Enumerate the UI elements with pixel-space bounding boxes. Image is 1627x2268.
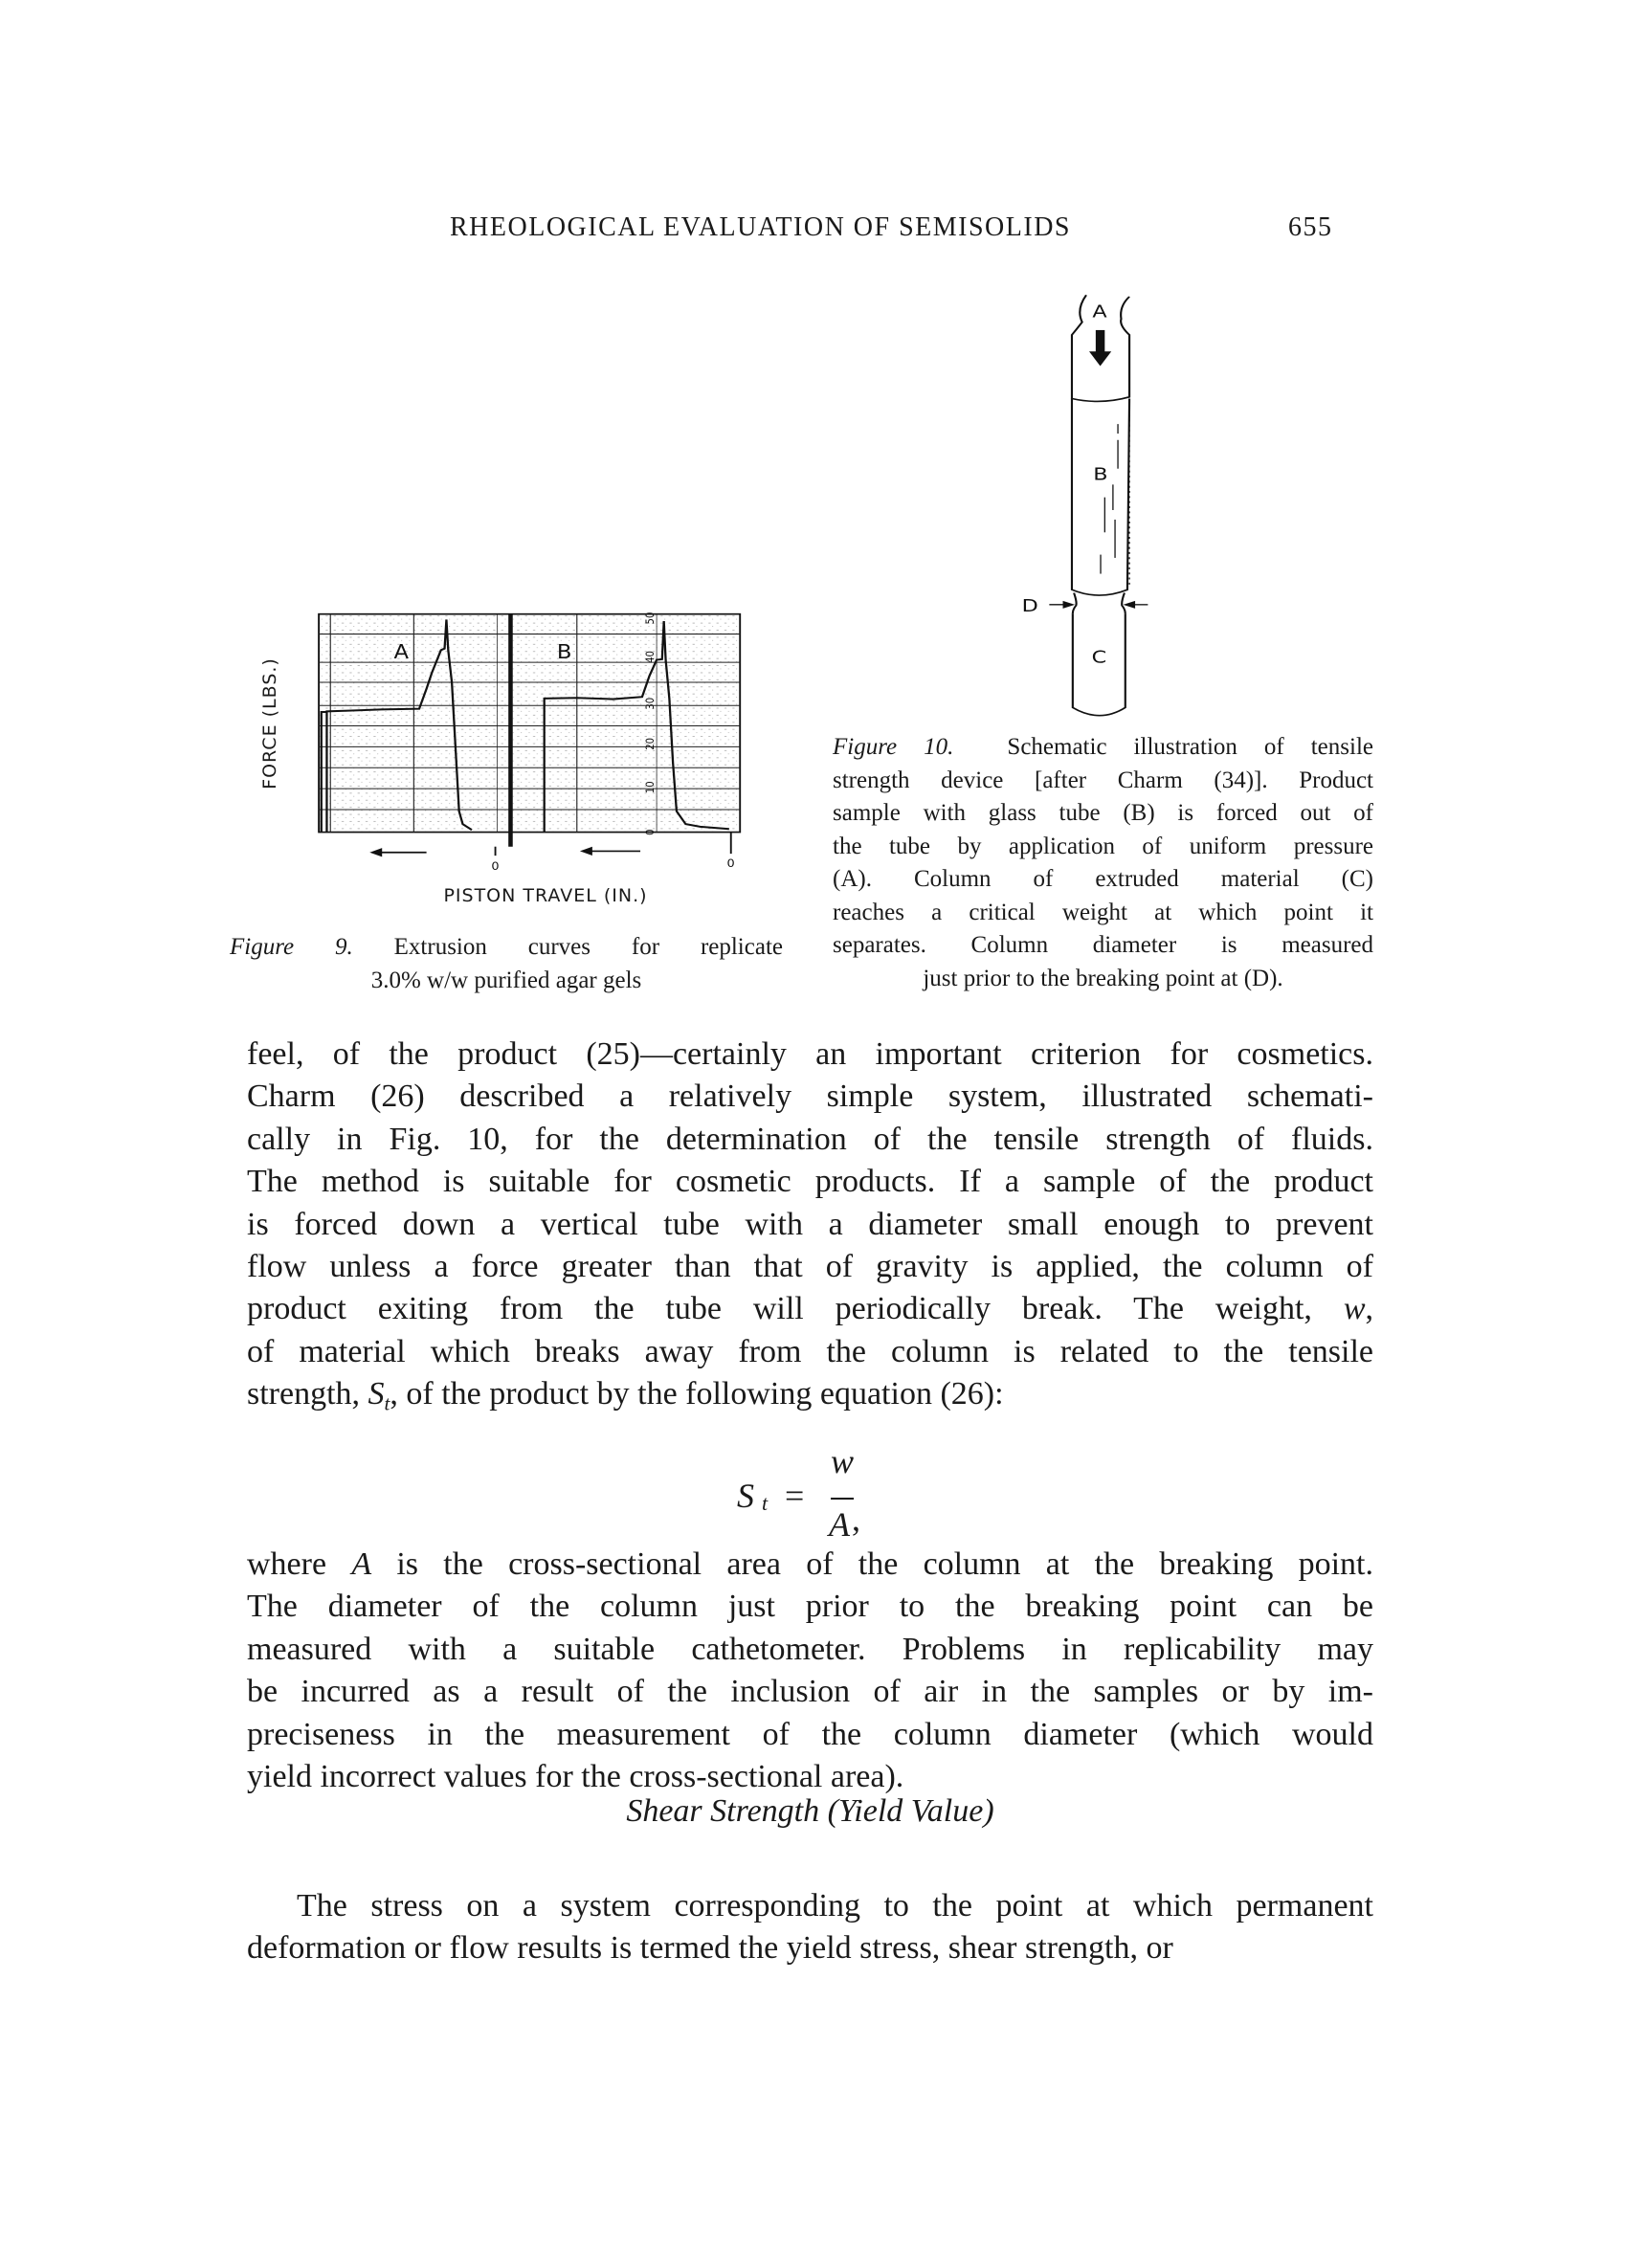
caption-text: the tube by application of uniform pressure (833, 833, 1373, 859)
text-line (247, 1714, 1373, 1756)
text-segment: , of the product by the following equation (26): (390, 1376, 1004, 1412)
tensile-device-diagram (1002, 287, 1170, 723)
caption-text: strength device [after Charm (34)]. Product (833, 767, 1373, 793)
text-line (247, 1204, 1373, 1246)
x-zero-label: 0 (491, 859, 500, 873)
y-tick-label: 10 (643, 781, 657, 794)
caption-text: separates. Column diameter is measured (833, 932, 1373, 958)
text-segment: where (247, 1546, 352, 1582)
text-segment: measured with a suitable cathetometer. Problems in replicability may (247, 1631, 1373, 1667)
caption-text: Extrusion curves for replicate (393, 934, 783, 960)
caption-text: Schematic illustration of tensile (1007, 734, 1373, 760)
label-d: D (1021, 595, 1038, 616)
x-axis-label: PISTON TRAVEL (IN.) (443, 885, 648, 906)
caption-text: (A). Column of extruded material (C) (833, 866, 1373, 892)
section-heading: Shear Strength (Yield Value) (626, 1793, 994, 1829)
text-line (247, 1246, 1373, 1288)
text-segment: strength, (247, 1376, 368, 1412)
label-b: B (1093, 463, 1108, 484)
text-segment: deformation or flow results is termed the yield stress, shear strength, or (247, 1930, 1173, 1967)
y-tick-label: 40 (643, 651, 657, 663)
text-line (247, 1076, 1373, 1118)
text-segment: feel, of the product (25)—certainly an important criterion for cosmetics. (247, 1036, 1373, 1072)
paragraph (247, 1034, 1373, 1416)
fraction-bar (831, 1498, 854, 1500)
text-line (247, 1373, 1373, 1415)
curve-label-a: A (393, 640, 410, 664)
equation (727, 1435, 938, 1550)
chart-paper (319, 614, 740, 833)
y-tick-label: 30 (643, 697, 657, 710)
extrusion-chart (283, 611, 744, 876)
text-line (247, 1544, 1373, 1586)
text-line (247, 1885, 1373, 1927)
text-line (247, 1629, 1373, 1671)
figure9-caption (230, 931, 783, 997)
y-axis-label: FORCE (LBS.) (259, 657, 280, 789)
text-line (247, 1161, 1373, 1203)
y-tick-label: 20 (643, 737, 657, 750)
text-segment: The method is suitable for cosmetic products. If a sample of the product (247, 1164, 1373, 1200)
text-line (247, 1671, 1373, 1713)
paragraph (247, 1885, 1373, 1970)
text-segment: Charm (26) described a relatively simple system, illustrated schemati- (247, 1078, 1373, 1115)
caption-text: just prior to the breaking point at (D). (923, 965, 1283, 991)
caption-text: 3.0% w/w purified agar gels (370, 967, 642, 993)
equation-lhs: S (737, 1477, 754, 1515)
text-segment: w (1343, 1291, 1366, 1327)
text-segment: product exiting from the tube will periodically break. The weight, (247, 1291, 1344, 1327)
equation-lhs-subscript: t (762, 1491, 769, 1515)
figure10-caption (833, 731, 1373, 995)
equation-trail: , (852, 1500, 860, 1538)
equation-numerator: w (831, 1442, 855, 1480)
text-segment: t (384, 1391, 390, 1415)
text-segment: preciseness in the measurement of the column diameter (which would (247, 1716, 1373, 1752)
text-segment: yield incorrect values for the cross-sectional area). (247, 1758, 904, 1794)
caption-text: sample with glass tube (B) is forced out of (833, 800, 1373, 826)
text-segment: A (351, 1546, 372, 1582)
text-line (247, 1034, 1373, 1076)
label-a: A (1092, 301, 1107, 322)
text-segment: The stress on a system corresponding to the point at which permanent (297, 1888, 1373, 1923)
text-segment: The diameter of the column just prior to the breaking point can be (247, 1589, 1373, 1625)
text-segment: cally in Fig. 10, for the determination of the tensile strength of fluids. (247, 1121, 1373, 1157)
running-title: RHEOLOGICAL EVALUATION OF SEMISOLIDS (450, 212, 1071, 242)
y-tick-label: 0 (643, 829, 657, 835)
text-segment: , (1365, 1291, 1373, 1327)
text-segment: of material which breaks away from the column is related to the tensile (247, 1333, 1373, 1369)
text-line (247, 1331, 1373, 1373)
equation-equals: = (785, 1477, 805, 1515)
caption-label: Figure 9. (230, 934, 353, 960)
curve-label-b: B (556, 640, 572, 664)
text-segment: is forced down a vertical tube with a diameter small enough to prevent (247, 1206, 1373, 1242)
text-segment: S (368, 1376, 385, 1412)
label-c: C (1091, 647, 1107, 668)
pressure-arrow-icon (1089, 330, 1111, 367)
text-line (247, 1586, 1373, 1628)
page-number: 655 (1288, 212, 1333, 242)
text-line (247, 1927, 1373, 1969)
caption-text: reaches a critical weight at which point it (833, 899, 1373, 925)
text-segment: flow unless a force greater than that of gravity is applied, the column of (247, 1248, 1373, 1284)
text-segment: be incurred as a result of the inclusion of air in the samples or by im- (247, 1674, 1373, 1710)
text-segment: is the cross-sectional area of the column at the breaking point. (371, 1546, 1373, 1582)
diameter-arrow-icon (1049, 602, 1148, 608)
text-line (247, 1119, 1373, 1161)
text-line (247, 1288, 1373, 1330)
equation-denominator: A (829, 1505, 850, 1544)
caption-label: Figure 10. (833, 734, 954, 760)
paragraph (247, 1544, 1373, 1798)
x-zero-label: 0 (726, 856, 735, 871)
travel-arrow-icon (372, 848, 640, 856)
y-tick-label: 50 (643, 611, 657, 625)
